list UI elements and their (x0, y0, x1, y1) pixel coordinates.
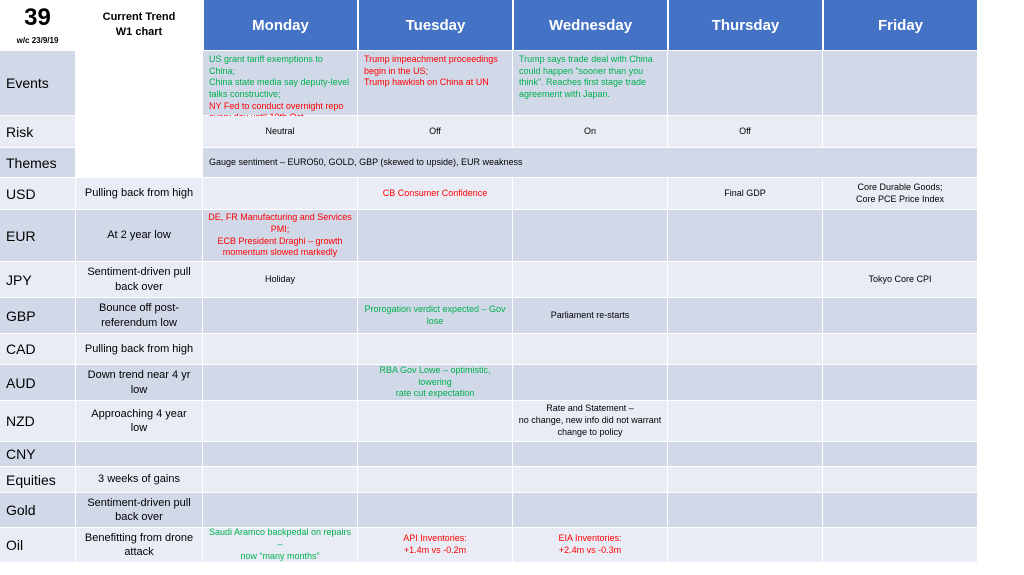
gbp-tuesday-cell (358, 298, 512, 333)
gbp-tuesday-line: Prorogation verdict expected – Gov (364, 303, 506, 314)
oil-trend-line: attack (124, 546, 154, 558)
row-label-gold: Gold (0, 493, 75, 527)
oil-wednesday-line: +2.4m vs -0.3m (558, 545, 622, 555)
aud-thursday-cell (668, 365, 822, 400)
row-label-cny: CNY (0, 442, 75, 466)
events-wednesday-line: agreement with Japan. (519, 89, 611, 100)
row-label-eur: EUR (0, 210, 75, 261)
oil-tuesday-cell (358, 528, 512, 562)
cny-thursday-cell (668, 442, 822, 466)
eur-wednesday-cell (513, 210, 667, 261)
day-header-monday: Monday (203, 0, 357, 50)
current-trend-header (76, 0, 202, 177)
nzd-monday-cell (203, 401, 357, 441)
gold-friday-cell (823, 493, 977, 527)
row-label-equities: Equities (0, 467, 75, 492)
events-wednesday-cell (513, 51, 667, 115)
jpy-trend-line: Sentiment-driven pull (87, 266, 191, 279)
eur-trend-cell: At 2 year low (76, 210, 202, 261)
eur-monday-line: momentum slowed markedly (222, 247, 338, 258)
chart-title: W1 chart (115, 25, 163, 38)
current-trend-title: Current Trend (102, 11, 176, 23)
usd-wednesday-cell (513, 178, 667, 209)
gold-wednesday-cell (513, 493, 667, 527)
cad-friday-cell (823, 334, 977, 364)
events-thursday-cell (668, 51, 822, 115)
eur-thursday-cell (668, 210, 822, 261)
jpy-trend-line: back over (115, 280, 163, 293)
row-label-nzd: NZD (0, 401, 75, 441)
day-header-friday: Friday (823, 0, 977, 50)
events-tuesday-line: begin in the US; (364, 65, 429, 76)
jpy-thursday-cell (668, 262, 822, 297)
eur-monday-line: ECB President Draghi – growth (217, 235, 343, 246)
equities-thursday-cell (668, 467, 822, 492)
oil-friday-cell (823, 528, 977, 562)
nzd-wednesday-cell (513, 401, 667, 441)
risk-friday-cell (823, 116, 977, 147)
events-wednesday-line: could happen “sooner than you (519, 65, 644, 76)
day-header-tuesday: Tuesday (358, 0, 512, 50)
gold-trend-line: Sentiment-driven pull (87, 496, 191, 509)
gold-trend-line: back over (115, 511, 163, 523)
gbp-trend-cell (76, 298, 202, 333)
cad-thursday-cell (668, 334, 822, 364)
risk-monday-cell: Neutral (203, 116, 357, 147)
gbp-monday-cell (203, 298, 357, 333)
themes-cell: Gauge sentiment – EURO50, GOLD, GBP (skewed to upside), EUR weakness (203, 148, 977, 177)
gbp-trend-line: Bounce off post- (99, 302, 179, 315)
cad-wednesday-cell (513, 334, 667, 364)
usd-friday-cell (823, 178, 977, 209)
week-box (0, 0, 75, 50)
nzd-friday-cell (823, 401, 977, 441)
equities-monday-cell (203, 467, 357, 492)
aud-tuesday-line: rate cut expectation (395, 388, 475, 399)
nzd-wednesday-line: change to policy (557, 426, 623, 437)
oil-wednesday-cell (513, 528, 667, 562)
events-wednesday-line: think”. Reaches first stage trade (519, 77, 647, 88)
aud-wednesday-cell (513, 365, 667, 400)
gold-trend-cell (76, 493, 202, 527)
nzd-thursday-cell (668, 401, 822, 441)
aud-tuesday-cell (358, 365, 512, 400)
aud-monday-cell (203, 365, 357, 400)
eur-tuesday-cell (358, 210, 512, 261)
usd-thursday-cell: Final GDP (668, 178, 822, 209)
jpy-friday-cell: Tokyo Core CPI (823, 262, 977, 297)
eur-monday-line: PMI; (270, 223, 290, 234)
week-number: 39 (24, 3, 51, 31)
cad-tuesday-cell (358, 334, 512, 364)
oil-tuesday-line: +1.4m vs -0.2m (403, 545, 467, 555)
gbp-wednesday-cell: Parliament re-starts (513, 298, 667, 333)
oil-monday-cell (203, 528, 357, 562)
oil-tuesday-line: API Inventories: (403, 533, 467, 544)
events-monday-line: China state media say deputy-level (209, 77, 350, 88)
equities-tuesday-cell (358, 467, 512, 492)
row-label-cad: CAD (0, 334, 75, 364)
gbp-trend-line: referendum low (101, 316, 177, 329)
aud-tuesday-line: RBA Gov Lowe – optimistic, lowering (379, 364, 491, 387)
gbp-friday-cell (823, 298, 977, 333)
events-tuesday-cell (358, 51, 512, 115)
cny-trend-cell (76, 442, 202, 466)
oil-monday-line: Saudi Aramco backpedal on repairs – (208, 527, 352, 550)
usd-tuesday-cell: CB Consumer Confidence (358, 178, 512, 209)
day-header-wednesday: Wednesday (513, 0, 667, 50)
events-wednesday-line: Trump says trade deal with China (519, 54, 653, 64)
usd-trend-cell: Pulling back from high (76, 178, 202, 209)
events-tuesday-line: Trump impeachment proceedings (364, 54, 498, 64)
gold-tuesday-cell (358, 493, 512, 527)
nzd-wednesday-line: Rate and Statement – (546, 403, 634, 414)
cny-friday-cell (823, 442, 977, 466)
eur-monday-cell (203, 210, 357, 261)
usd-friday-line: Core Durable Goods; (857, 181, 943, 192)
events-tuesday-line: Trump hawkish on China at UN (364, 77, 489, 88)
gold-thursday-cell (668, 493, 822, 527)
cny-monday-cell (203, 442, 357, 466)
cny-tuesday-cell (358, 442, 512, 466)
eur-monday-line: DE, FR Manufacturing and Services (208, 212, 352, 223)
jpy-monday-cell: Holiday (203, 262, 357, 297)
aud-trend-cell (76, 365, 202, 400)
cad-trend-cell: Pulling back from high (76, 334, 202, 364)
row-label-events: Events (0, 51, 75, 115)
row-label-oil: Oil (0, 528, 75, 562)
row-label-aud: AUD (0, 365, 75, 400)
oil-trend-line: Benefitting from drone (84, 531, 194, 544)
day-header-thursday: Thursday (668, 0, 822, 50)
oil-thursday-cell (668, 528, 822, 562)
events-monday-line: NY Fed to conduct overnight repo (209, 100, 344, 111)
row-label-jpy: JPY (0, 262, 75, 297)
eur-friday-cell (823, 210, 977, 261)
cny-wednesday-cell (513, 442, 667, 466)
jpy-tuesday-cell (358, 262, 512, 297)
row-label-themes: Themes (0, 148, 75, 177)
oil-monday-line: now “many months” (240, 550, 320, 561)
week-commencing-date: w/c 23/9/19 (16, 35, 59, 45)
events-monday-line: talks constructive; (209, 89, 281, 100)
equities-friday-cell (823, 467, 977, 492)
aud-friday-cell (823, 365, 977, 400)
events-monday-cell (203, 51, 357, 115)
risk-tuesday-cell: Off (358, 116, 512, 147)
oil-trend-cell (76, 528, 202, 562)
aud-trend-line: low (130, 383, 148, 396)
jpy-wednesday-cell (513, 262, 667, 297)
usd-monday-cell (203, 178, 357, 209)
gbp-thursday-cell (668, 298, 822, 333)
nzd-trend-cell: Approaching 4 year low (76, 401, 202, 441)
nzd-wednesday-line: no change, new info did not warrant (518, 415, 662, 426)
equities-trend-cell: 3 weeks of gains (76, 467, 202, 492)
gold-monday-cell (203, 493, 357, 527)
risk-wednesday-cell: On (513, 116, 667, 147)
row-label-gbp: GBP (0, 298, 75, 333)
nzd-tuesday-cell (358, 401, 512, 441)
events-friday-cell (823, 51, 977, 115)
usd-friday-line: Core PCE Price Index (855, 193, 945, 204)
aud-trend-line: Down trend near 4 yr (87, 369, 191, 382)
cad-monday-cell (203, 334, 357, 364)
equities-wednesday-cell (513, 467, 667, 492)
oil-wednesday-line: EIA Inventories: (558, 533, 622, 544)
jpy-trend-cell (76, 262, 202, 297)
risk-thursday-cell: Off (668, 116, 822, 147)
events-monday-line: US grant tariff exemptions to China; (209, 54, 323, 76)
gbp-tuesday-line: lose (426, 315, 444, 326)
row-label-risk: Risk (0, 116, 75, 147)
row-label-usd: USD (0, 178, 75, 209)
